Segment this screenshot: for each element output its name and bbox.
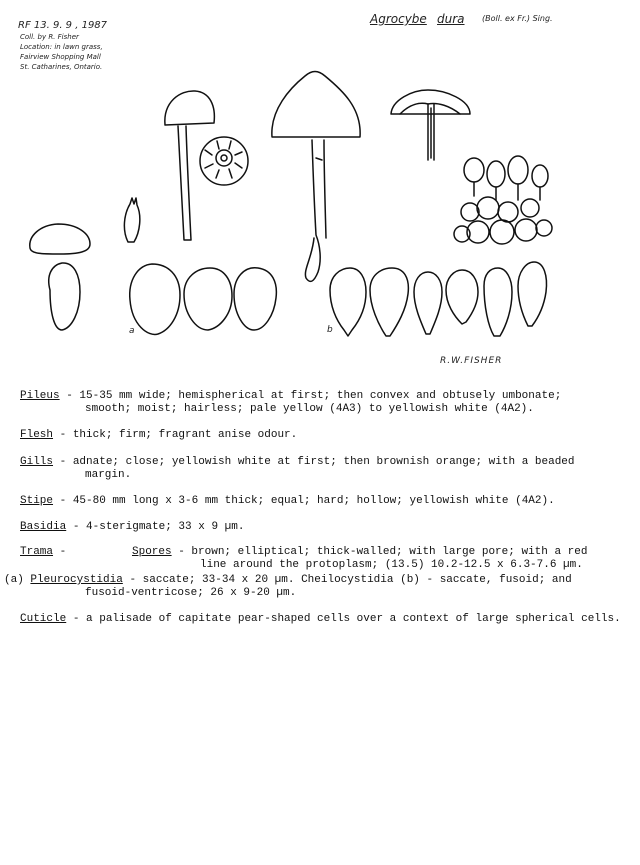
- pleuro-text: - saccate; 33-34 x 20 µm. Cheilocystidia (b) - saccate, fusoid; and: [122, 574, 572, 586]
- gills-line-1: [20, 456, 575, 469]
- cuticle-cells-drawing: [454, 156, 552, 244]
- pileus-line-2: smooth; moist; hairless; pale yellow (4A3) to yellowish white (4A2).: [85, 403, 534, 415]
- pileus-text: - 15-35 mm wide; hemispherical at first; then convex and obtusely umbonate;: [59, 390, 562, 402]
- cuticle-text: - a palisade of capitate pear-shaped cells over a context of large spherical cells.: [66, 613, 621, 625]
- trama-line: [20, 546, 66, 559]
- pleuro-prefix: (a): [4, 574, 24, 586]
- spores-text: - brown; elliptical; thick-walled; with large pore; with a red: [171, 546, 588, 558]
- spores-term: Spores: [132, 546, 172, 558]
- figure-label-a: a: [129, 326, 135, 336]
- flesh-term: Flesh: [20, 429, 54, 441]
- stipe-line: [20, 495, 555, 508]
- trama-term: Trama: [20, 546, 54, 558]
- spore-drawing: [30, 224, 90, 254]
- spores-line-2: line around the protoplasm; (13.5) 10.2-12.5 x 6.3-7.6 µm.: [200, 559, 583, 571]
- basidia-term: Basidia: [20, 521, 67, 533]
- trama-text: -: [53, 546, 67, 558]
- collection-ref: RF 13. 9. 9 , 1987: [18, 20, 108, 31]
- cuticle-line: [20, 613, 621, 626]
- pileus-line-1: [20, 390, 561, 403]
- pleuro-line-1: [4, 574, 572, 587]
- young-basidiome-drawing: [165, 91, 215, 240]
- pleuro-line-2: fusoid-ventricose; 26 x 9-20 µm.: [85, 587, 297, 599]
- collector: Coll. by R. Fisher: [20, 33, 79, 41]
- pileus-term: Pileus: [20, 390, 60, 402]
- section-drawing: [391, 90, 470, 160]
- location-line-1: Location: in lawn grass,: [20, 43, 103, 51]
- gills-term: Gills: [20, 456, 54, 468]
- specimen-illustration: [0, 0, 640, 370]
- flesh-line: [20, 429, 297, 442]
- pleuro-term: Pleurocystidia: [30, 574, 123, 586]
- cheilocystidia-drawing: [330, 262, 547, 336]
- authority: (Boll. ex Fr.) Sing.: [482, 14, 553, 23]
- location-line-2: Fairview Shopping Mall: [20, 53, 101, 61]
- pleurocystidia-drawing: [49, 263, 277, 335]
- basidia-line: [20, 521, 244, 534]
- flesh-text: - thick; firm; fragrant anise odour.: [53, 429, 298, 441]
- cap-underside-drawing: [200, 137, 248, 185]
- mature-basidiome-drawing: [272, 72, 360, 282]
- stipe-term: Stipe: [20, 495, 54, 507]
- location-line-3: St. Catharines, Ontario.: [20, 63, 103, 71]
- basidium-drawing: [124, 198, 139, 242]
- cuticle-term: Cuticle: [20, 613, 67, 625]
- species-title: dura: [437, 12, 465, 26]
- basidia-text: - 4-sterigmate; 33 x 9 µm.: [66, 521, 245, 533]
- gills-text: - adnate; close; yellowish white at first; then brownish orange; with a beaded: [53, 456, 575, 468]
- spores-line-1: [132, 546, 587, 559]
- stipe-text: - 45-80 mm long x 3-6 mm thick; equal; hard; hollow; yellowish white (4A2).: [53, 495, 555, 507]
- gills-line-2: margin.: [85, 469, 132, 481]
- figure-label-b: b: [327, 325, 333, 335]
- artist-signature: R.W.FISHER: [440, 356, 503, 366]
- genus-title: Agrocybe: [370, 12, 427, 26]
